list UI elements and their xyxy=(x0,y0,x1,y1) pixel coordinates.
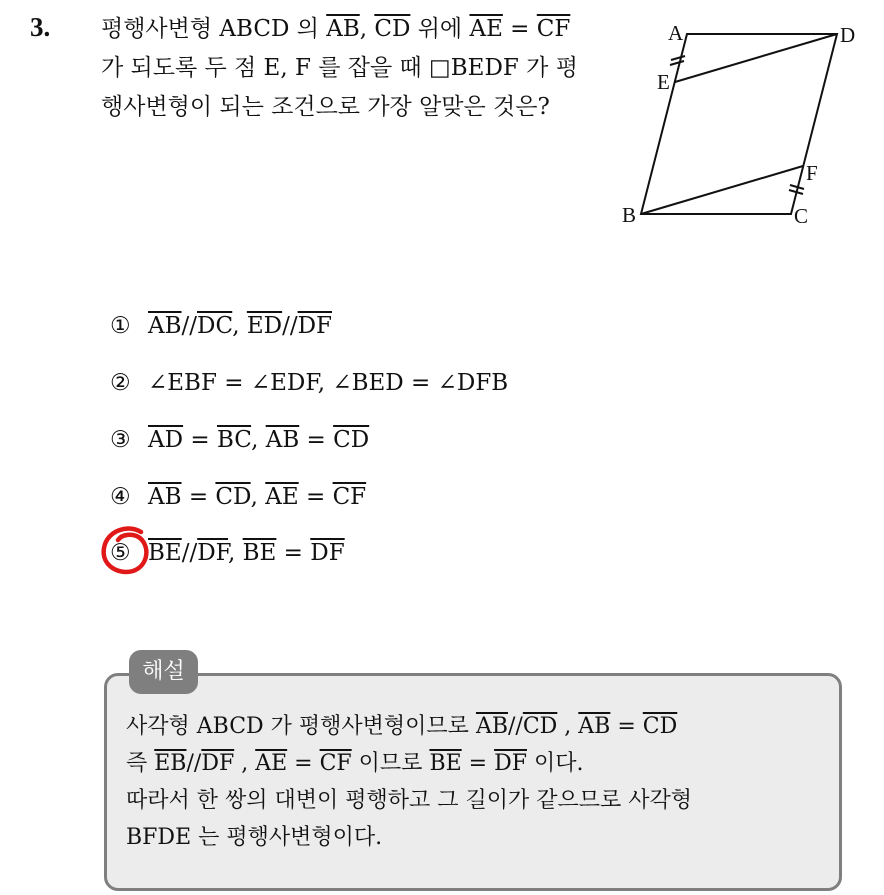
choice-number: ① xyxy=(110,313,131,339)
choice-4[interactable] xyxy=(110,477,366,517)
text-run: , xyxy=(234,751,256,776)
answer-circle-mark xyxy=(99,524,155,578)
overlined-segment: $\overline{AB}$ xyxy=(148,313,182,339)
overlined-segment: $\overline{AB}$ xyxy=(326,16,360,42)
overlined-segment: $\overline{DF}$ xyxy=(197,540,229,566)
text-run: , xyxy=(250,484,266,510)
overlined-segment: $\overline{DF}$ xyxy=(310,540,345,566)
text-run: = xyxy=(610,714,643,739)
choice-text xyxy=(148,484,366,510)
text-run: 이므로 xyxy=(351,751,430,776)
overlined-segment: $\overline{BE}$ xyxy=(148,540,182,566)
text-run: 가 되도록 두 점 E, F 를 잡을 때 □BEDF 가 평행사변형이 되는 조건으로 가장 알맞은 것은? xyxy=(101,55,578,120)
explanation-line xyxy=(126,819,826,856)
label-e: E xyxy=(657,70,670,94)
explanation-line xyxy=(126,708,826,745)
text-run: 이다. xyxy=(527,751,584,776)
overlined-segment: $\overline{CD}$ xyxy=(215,484,251,510)
text-run: BFDE 는 평행사변형이다. xyxy=(126,825,383,850)
overlined-segment: $\overline{AE}$ xyxy=(265,484,299,510)
text-run: = xyxy=(181,484,216,510)
overlined-segment: $\overline{CD}$ xyxy=(642,714,678,739)
overlined-segment: $\overline{AB}$ xyxy=(265,427,300,453)
overlined-segment: $\overline{CF}$ xyxy=(319,751,352,776)
label-c: C xyxy=(794,204,809,228)
text-run: // xyxy=(181,540,198,566)
overlined-segment: $\overline{AB}$ xyxy=(578,714,611,739)
overlined-segment: $\overline{AE}$ xyxy=(255,751,288,776)
text-run: // xyxy=(181,313,198,339)
text-run: , xyxy=(557,714,579,739)
overlined-segment: $\overline{AB}$ xyxy=(148,484,182,510)
overlined-segment: $\overline{CD}$ xyxy=(333,427,370,453)
question-number: 3. xyxy=(30,12,51,42)
overlined-segment: $\overline{CD}$ xyxy=(374,16,411,42)
text-run: 위에 xyxy=(410,16,470,42)
label-a: A xyxy=(668,21,684,45)
text-run: 따라서 한 쌍의 대변이 평행하고 그 길이가 같으므로 사각형 xyxy=(126,788,692,813)
text-run: = xyxy=(502,16,537,42)
explanation-text xyxy=(126,708,826,856)
choice-text xyxy=(148,370,508,396)
overlined-segment: $\overline{ED}$ xyxy=(246,313,283,339)
overlined-segment: $\overline{AE}$ xyxy=(469,16,503,42)
text-run: 평행사변형 ABCD 의 xyxy=(101,16,327,42)
overlined-segment: $\overline{EB}$ xyxy=(154,751,187,776)
text-run: = xyxy=(276,540,311,566)
overlined-segment: $\overline{BE}$ xyxy=(242,540,277,566)
segment-bf xyxy=(641,166,803,214)
text-run: ∠EBF = ∠EDF, ∠BED = ∠DFB xyxy=(148,370,509,396)
text-run: = xyxy=(183,427,217,453)
overlined-segment: $\overline{DF}$ xyxy=(494,751,527,776)
choice-number: ② xyxy=(110,370,131,396)
overlined-segment: $\overline{DF}$ xyxy=(297,313,332,339)
label-b: B xyxy=(622,203,637,227)
choice-text xyxy=(148,540,345,566)
choice-text xyxy=(148,427,369,453)
overlined-segment: $\overline{CF}$ xyxy=(332,484,367,510)
text-run: , xyxy=(228,540,243,566)
choice-2[interactable] xyxy=(110,363,508,403)
explanation-tag: 해설 xyxy=(129,650,198,694)
choice-number: ③ xyxy=(110,427,131,453)
tick-ae xyxy=(670,56,685,65)
text-run: // xyxy=(186,751,202,776)
explanation-line xyxy=(126,745,826,782)
label-d: D xyxy=(840,23,856,47)
label-f: F xyxy=(806,161,818,185)
text-run: = xyxy=(299,427,334,453)
overlined-segment: $\overline{AD}$ xyxy=(148,427,184,453)
explanation-line xyxy=(126,782,826,819)
text-run: = xyxy=(287,751,320,776)
choice-1[interactable] xyxy=(110,306,332,346)
overlined-segment: $\overline{BC}$ xyxy=(216,427,252,453)
text-run: = xyxy=(298,484,333,510)
question-stem xyxy=(101,10,591,127)
choice-3[interactable] xyxy=(110,420,369,460)
overlined-segment: $\overline{CF}$ xyxy=(536,16,571,42)
text-run: , xyxy=(232,313,247,339)
overlined-segment: $\overline{CD}$ xyxy=(522,714,558,739)
choice-number: ④ xyxy=(110,484,131,510)
text-run: 즉 xyxy=(126,751,155,776)
overlined-segment: $\overline{AB}$ xyxy=(475,714,508,739)
parallelogram-figure xyxy=(615,18,865,233)
segment-ed xyxy=(675,34,837,82)
text-run: = xyxy=(461,751,495,776)
choice-text xyxy=(148,313,332,339)
parallelogram-abcd xyxy=(641,34,837,214)
text-run: 사각형 ABCD 가 평행사변형이므로 xyxy=(126,714,476,739)
overlined-segment: $\overline{BE}$ xyxy=(429,751,462,776)
overlined-segment: $\overline{DC}$ xyxy=(197,313,233,339)
overlined-segment: $\overline{DF}$ xyxy=(201,751,235,776)
text-run: , xyxy=(251,427,266,453)
text-run: // xyxy=(282,313,298,339)
choice-number: ⑤ xyxy=(110,540,131,566)
text-run: , xyxy=(359,16,375,42)
text-run: // xyxy=(508,714,523,739)
